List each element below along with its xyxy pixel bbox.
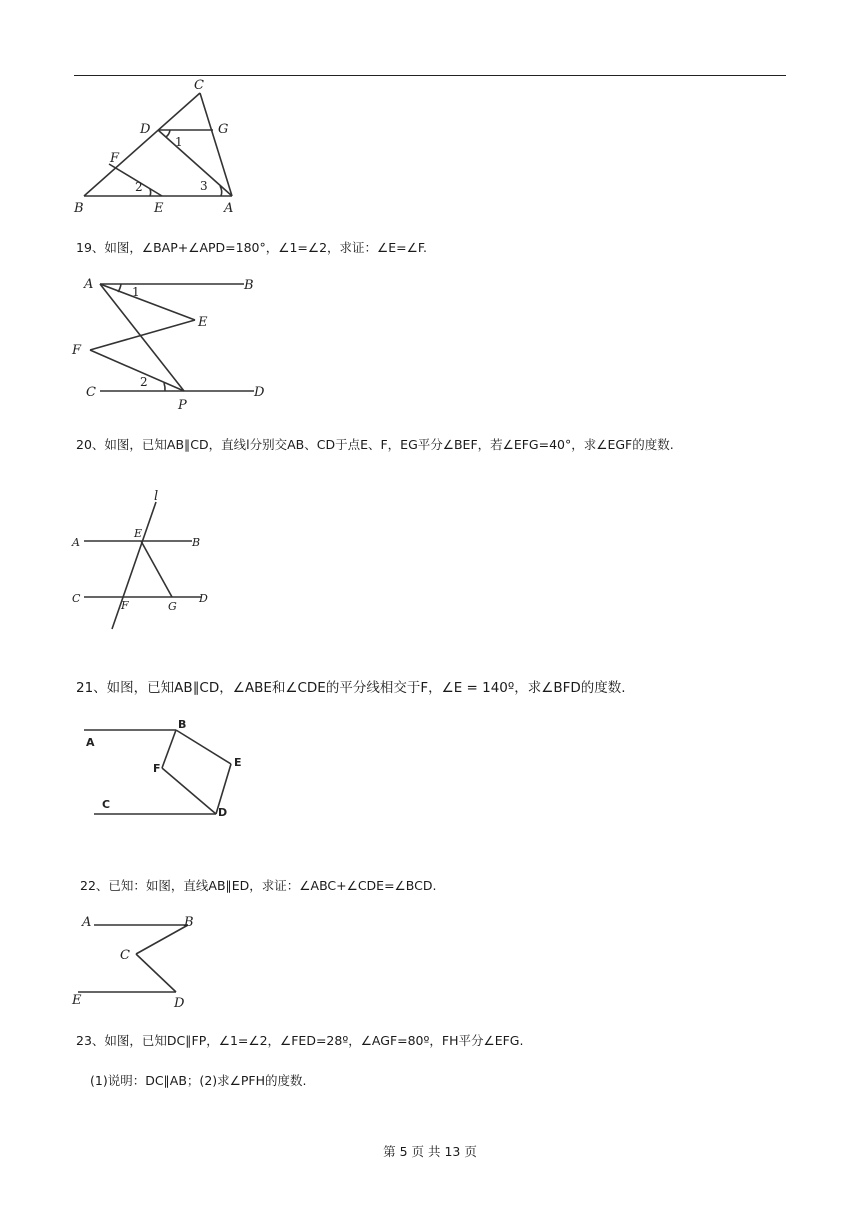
label-angle-3: 3 bbox=[200, 179, 208, 193]
figure-21 bbox=[78, 714, 258, 826]
line-BF bbox=[162, 730, 176, 768]
label-F: F bbox=[72, 343, 82, 358]
line-EG bbox=[141, 541, 172, 597]
label-angle-1: 1 bbox=[175, 135, 183, 149]
line-CD bbox=[136, 954, 176, 992]
angle-2-arc bbox=[150, 189, 151, 196]
label-A: A bbox=[72, 536, 80, 549]
label-angle-1: 1 bbox=[132, 285, 140, 299]
label-l: l bbox=[154, 490, 159, 504]
label-A: A bbox=[84, 277, 94, 292]
label-B: B bbox=[192, 536, 201, 549]
label-E: E bbox=[72, 993, 82, 1008]
label-D: D bbox=[254, 385, 265, 400]
figure-18-triangle bbox=[70, 76, 245, 218]
label-E: E bbox=[234, 756, 242, 769]
label-G: G bbox=[218, 122, 229, 137]
question-22: 22、已知：如图，直线AB∥ED，求证：∠ABC+∠CDE=∠BCD. bbox=[80, 878, 437, 893]
line-l bbox=[112, 502, 156, 629]
label-C: C bbox=[102, 798, 111, 811]
label-A: A bbox=[224, 201, 234, 216]
label-B: B bbox=[184, 915, 194, 930]
label-C: C bbox=[72, 592, 81, 605]
angle-2-arc bbox=[164, 383, 165, 391]
question-19: 19、如图，∠BAP+∠APD=180°，∠1=∠2，求证：∠E=∠F. bbox=[76, 240, 427, 255]
question-23: 23、如图，已知DC∥FP，∠1=∠2，∠FED=28º，∠AGF=80º，FH平分∠EFG. bbox=[76, 1033, 524, 1048]
label-D: D bbox=[140, 122, 151, 137]
figure-20 bbox=[68, 490, 218, 635]
angle-1-arc bbox=[118, 284, 121, 292]
label-B: B bbox=[178, 718, 187, 731]
label-E: E bbox=[154, 201, 164, 216]
label-E: E bbox=[198, 315, 208, 330]
label-A: A bbox=[86, 736, 95, 749]
label-angle-2: 2 bbox=[135, 180, 143, 194]
line-BE bbox=[176, 730, 231, 764]
label-B: B bbox=[74, 201, 84, 216]
label-D: D bbox=[199, 592, 208, 605]
question-23-subparts: (1)说明：DC∥AB；(2)求∠PFH的度数. bbox=[90, 1073, 307, 1088]
line-FD bbox=[162, 768, 216, 814]
line-BC bbox=[136, 925, 188, 954]
label-angle-2: 2 bbox=[140, 375, 148, 389]
label-E: E bbox=[134, 527, 143, 540]
question-20: 20、如图，已知AB∥CD，直线l分别交AB、CD于点E、F，EG平分∠BEF，若∠EFG=40°，求∠EGF的度数. bbox=[76, 437, 674, 452]
figure-19 bbox=[70, 272, 270, 414]
label-F: F bbox=[110, 151, 120, 166]
label-F: F bbox=[121, 599, 129, 612]
angle-3-arc bbox=[220, 186, 222, 196]
label-B: B bbox=[244, 278, 254, 293]
label-C: C bbox=[86, 385, 96, 400]
label-D: D bbox=[174, 996, 185, 1010]
line-FP bbox=[90, 350, 184, 391]
label-D: D bbox=[218, 806, 228, 819]
label-C: C bbox=[194, 78, 204, 93]
question-21: 21、如图，已知AB∥CD，∠ABE和∠CDE的平分线相交于F，∠E = 140º，求∠BFD的度数. bbox=[76, 680, 626, 696]
label-F: F bbox=[153, 762, 161, 775]
label-A: A bbox=[82, 915, 92, 930]
line-EF bbox=[90, 320, 195, 350]
angle-1-arc bbox=[166, 130, 170, 137]
label-G: G bbox=[168, 600, 177, 613]
page-footer: 第 5 页 共 13 页 bbox=[383, 1144, 477, 1159]
figure-22 bbox=[70, 910, 210, 1010]
label-P: P bbox=[178, 398, 187, 413]
label-C: C bbox=[120, 948, 130, 963]
